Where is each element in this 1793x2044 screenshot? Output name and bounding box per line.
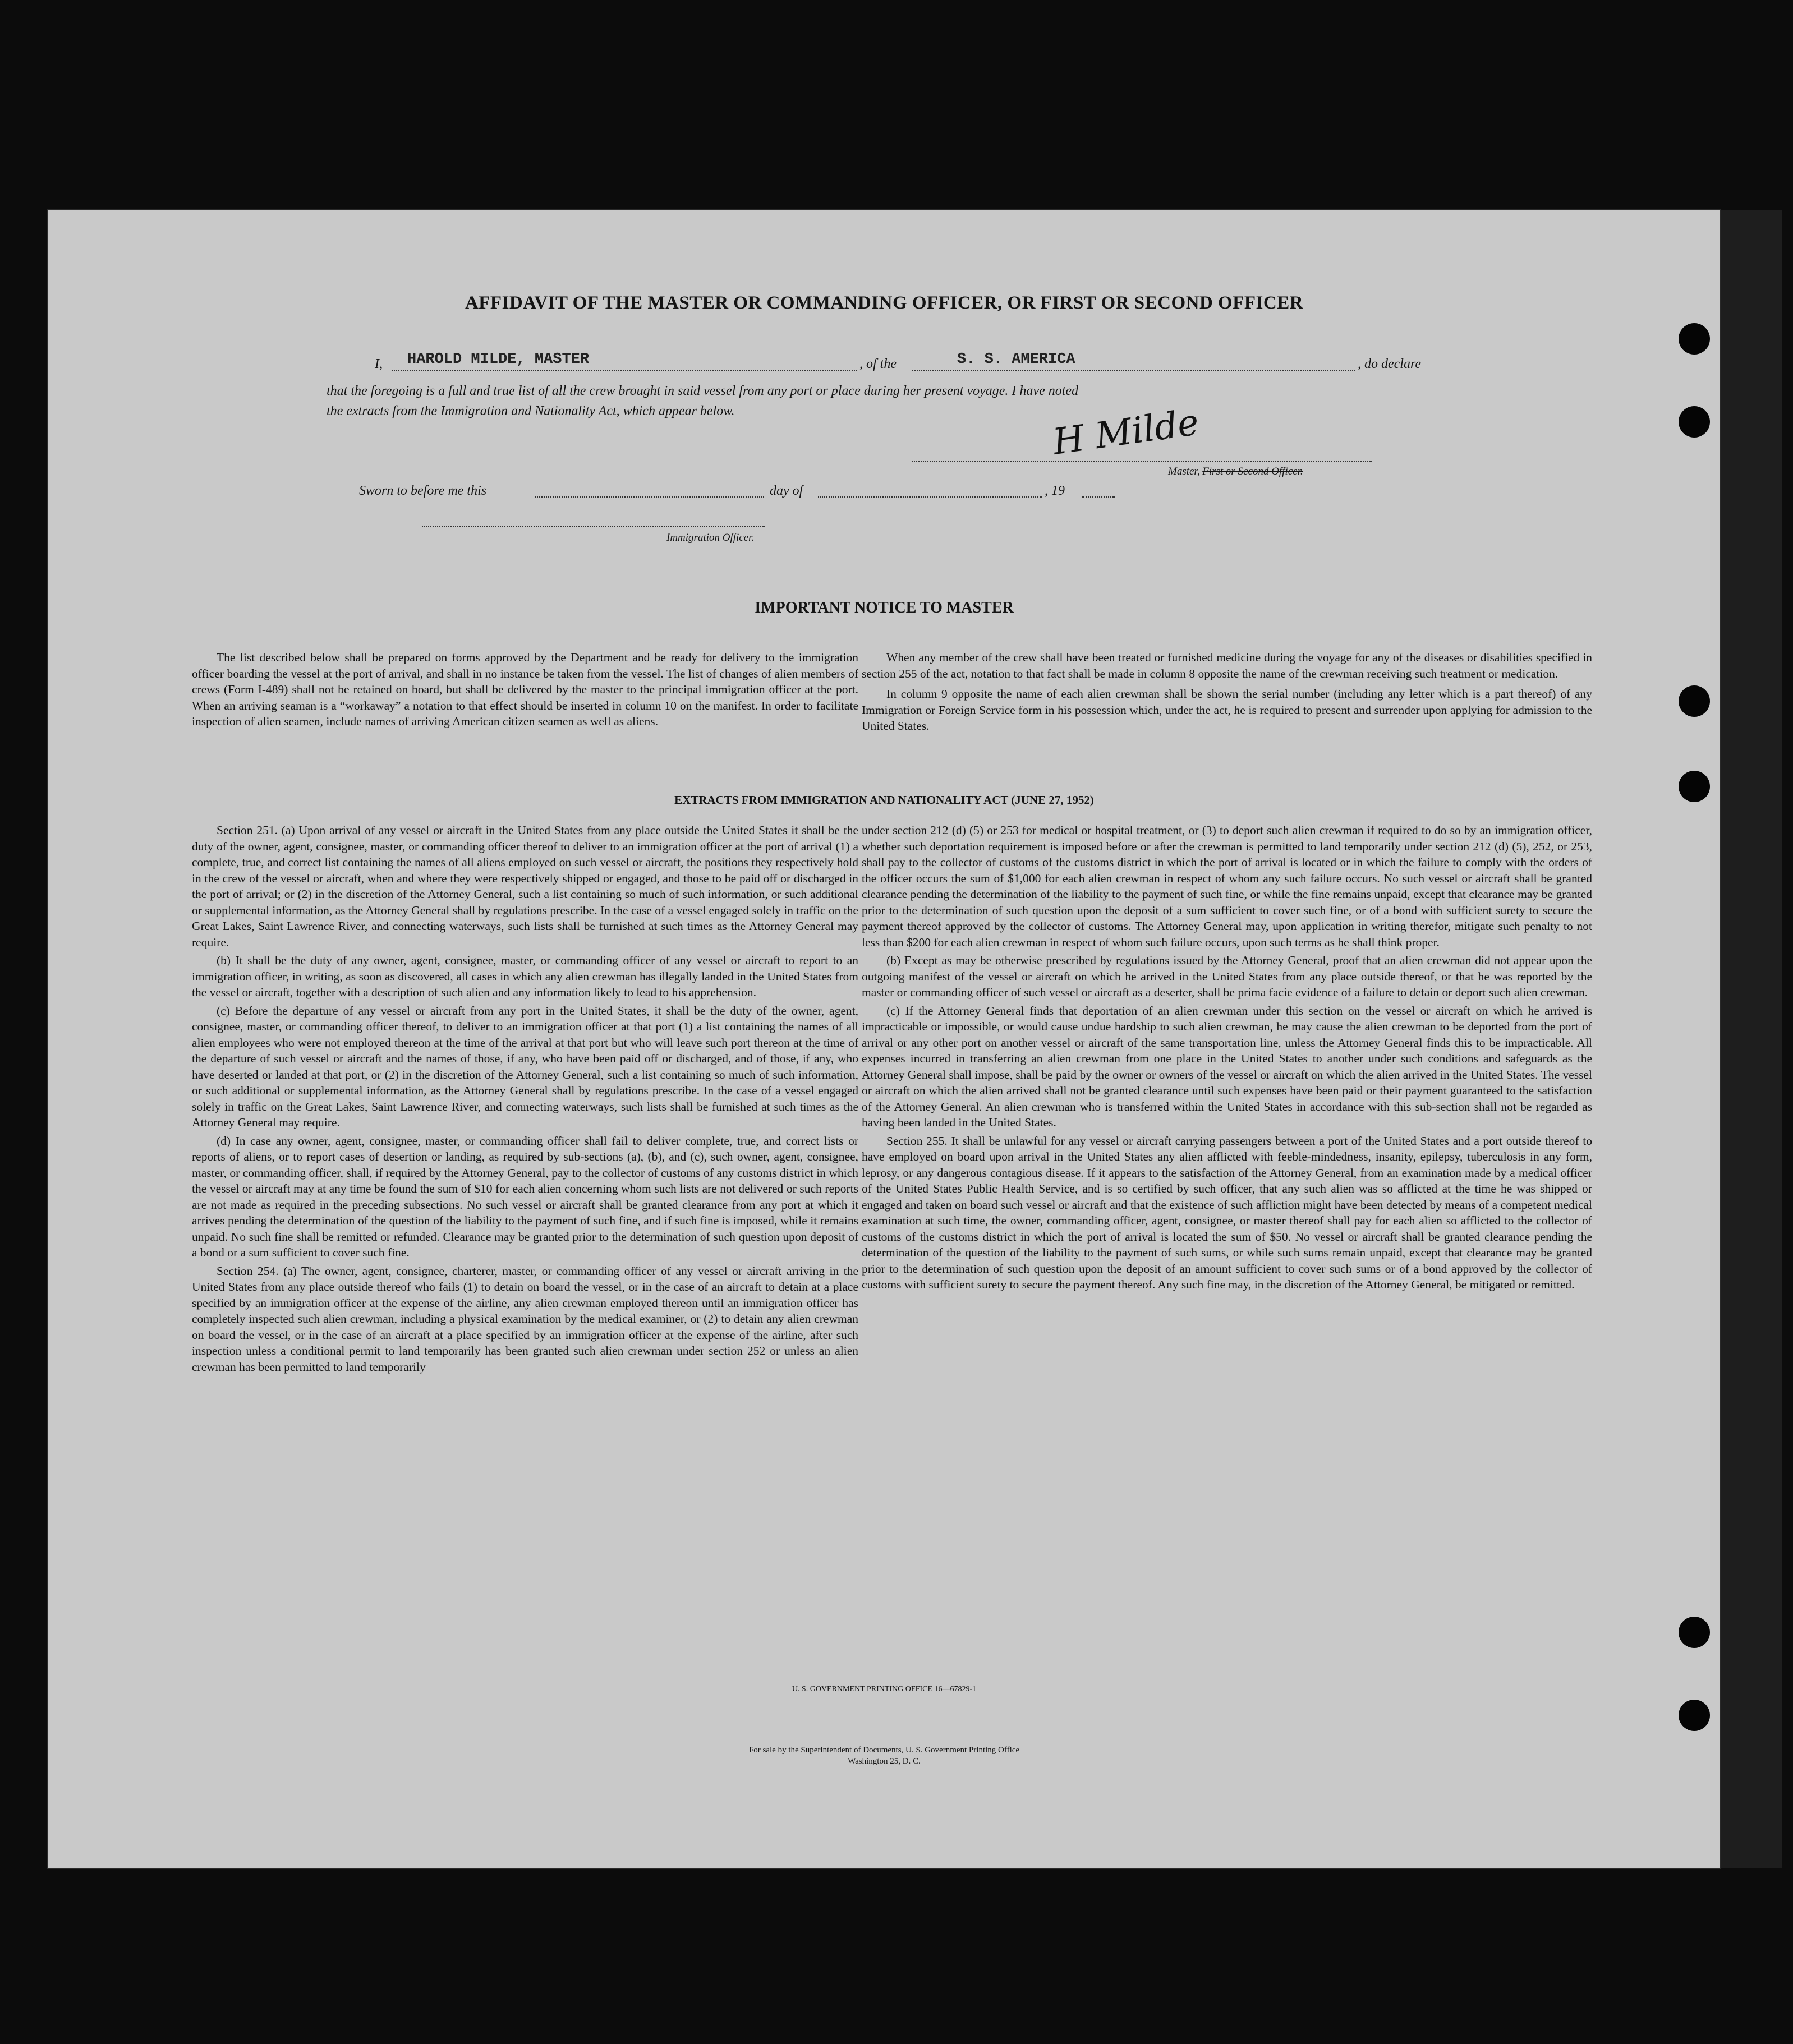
of-the-label: , of the [859,357,897,371]
handwritten-signature: H Milde [1050,402,1202,463]
day-of-label: day of [770,484,803,498]
master-label [1168,466,1303,478]
sale-notice [48,1744,1720,1767]
sworn-month-line [818,496,1042,498]
vessel-line [912,370,1355,371]
punch-hole [1679,323,1710,355]
punch-hole [1679,685,1710,717]
extracts-right-column [862,822,1592,1295]
vessel-name: S. S. AMERICA [957,351,1075,368]
declaration-line-2: the extracts from the Immigration and Nationality Act, which appear below. [327,404,735,418]
declaration-line-1: that the foregoing is a full and true list of all the crew brought in said vessel from any port or place during her present voyage. I have noted [327,384,1079,398]
punch-hole [1679,1617,1710,1648]
section-251-d: (d) In case any owner, agent, consignee, master, or commanding officer shall fail to deliver complete, true, and correct lists or reports of aliens, or to report cases of desertion or landing, as required by sub-sections (a), (b), and (c), such owner, agent, consignee, master, or commanding officer, shall, if required by the Attorney General, pay to the collector of customs of any customs district in which the vessel or aircraft may at any time be found the sum of $10 for each alien concerning whom such lists are not delivered or such reports are not made as required in the preceding subsections. No such vessel or aircraft shall be granted clearance from any port at which it arrives pending the determination of the question of the liability to the payment of such fine, and if such fine is imposed, while it remains unpaid. No such fine shall be remitted or refunded. Clearance may be granted prior to the determination of such question upon deposit of a bond or a sum sufficient to cover such fine. [192,1134,858,1259]
notice-right-column [862,650,1592,736]
notice-right-paragraph-2: In column 9 opposite the name of each alien crewman shall be shown the serial number (including any letter which is a part thereof) of any Immigration or Foreign Service form in his possession which, under the act, he is required to present and surrender upon applying for admission to the United States. [862,687,1592,733]
document-page [48,210,1720,1868]
year-label: , 19 [1045,484,1065,498]
sworn-label: Sworn to before me this [359,484,487,498]
section-251-a: Section 251. (a) Upon arrival of any vessel or aircraft in the United States from any place outside the United States it shall be the duty of the owner, agent, consignee, master, or commanding officer thereof to deliver to an immigration officer at the port of arrival (1) a complete, true, and correct list containing the names of all aliens employed on such vessel or aircraft, the positions they respectively hold in the crew of the vessel or aircraft, when and where they were respectively shipped or engaged, and those to be paid off or discharged in the port of arrival; or (2) in the discretion of the Attorney General, such a list containing so much of such information, or such additional or supplemental information, as the Attorney General shall by regulations prescribe. In the case of a vessel engaged solely in traffic on the Great Lakes, Saint Lawrence River, and connecting waterways, such lists shall be furnished at such times as the Attorney General may require. [192,823,858,949]
notice-title: IMPORTANT NOTICE TO MASTER [755,599,1014,616]
section-254-a-continued: under section 212 (d) (5) or 253 for medical or hospital treatment, or (3) to deport such alien crewman if required to do so by an immigration officer, whether such deportation requirement is imposed before or after the crewman is permitted to land temporarily under section 212 (d) (5), 252, or 253, shall pay to the collector of customs of the customs district in which the port of arrival is located or in which the failure to comply with the orders of the officer occurs the sum of $1,000 for each alien crewman in respect of whom any such failure occurs. No such vessel or aircraft shall be granted clearance pending the determination of the liability to the payment of such fine, or while the fine remains unpaid, except that clearance may be granted prior to the determination of such question upon the deposit of a sum sufficient to cover such fine, or of a bond with sufficient surety to secure the payment thereof approved by the collector of customs. The Attorney General may, upon application in writing therefor, mitigate such penalty to not less than $200 for each alien crewman in respect of whom such failure occurs, upon such terms as he shall think proper. [862,823,1592,949]
section-254-a: Section 254. (a) The owner, agent, consignee, charterer, master, or commanding officer of any vessel or aircraft arriving in the United States from any place outside thereof who fails (1) to detain on board the vessel, or in the case of an aircraft to detain at a place specified by an immigration officer at the expense of the airline, any alien crewman employed thereon until an immigration officer has completely inspected such alien crewman, including a physical examination by the medical examiner, or (2) to detain any alien crewman on board the vessel, or in the case of an aircraft at a place specified by an immigration officer at the expense of the airline, after such inspection unless a conditional permit to land temporarily has been granted such alien crewman under section 252 or unless an alien crewman has been permitted to land temporarily [192,1264,858,1374]
section-251-b: (b) It shall be the duty of any owner, agent, consignee, master, or commanding officer of any vessel or aircraft to report to an immigration officer, in writing, as soon as discovered, all cases in which any alien crewman has illegally landed in the United States from the vessel or aircraft, together with a description of such alien and any information likely to lead to his apprehension. [192,954,858,999]
extracts-left-column [192,822,858,1377]
adjacent-page-edge [1720,210,1782,1868]
punch-hole [1679,771,1710,802]
master-name: HAROLD MILDE, MASTER [407,351,590,368]
i-label: I, [375,357,383,371]
struck-officer-label: First or Second Officer. [1202,466,1303,477]
signature-line [912,461,1372,462]
immigration-officer-line [422,526,765,527]
sworn-day-line [535,496,764,498]
do-declare-label: , do declare [1358,357,1422,371]
section-251-c: (c) Before the departure of any vessel or aircraft from any port in the United States, it shall be the duty of the owner, agent, consignee, master, or commanding officer thereof, to deliver to an immigration officer at that port (1) a list containing the names of all alien employees who were not employed thereon at the time of the arrival at that port but who will leave such port thereon at the time of the departure of such vessel or aircraft and the names of those, if any, who have been paid off or discharged, and of those, if any, who have deserted or landed at that port, or (2) in the discretion of the Attorney General, such a list containing so much of such information, or such additional or supplemental information, as the Attorney General shall by regulations prescribe. In the case of a vessel engaged solely in traffic on the Great Lakes, Saint Lawrence River, and connecting waterways, such lists shall be furnished at such times as the Attorney General may require. [192,1003,858,1129]
section-255: Section 255. It shall be unlawful for any vessel or aircraft carrying passengers between a port of the United States and a port outside thereof to have employed on board upon arrival in the United States any alien afflicted with feeble-mindedness, insanity, epilepsy, tuberculosis in any form, leprosy, or any dangerous contagious disease. If it appears to the satisfaction of the Attorney General, from an examination made by a medical officer of the United States Public Health Service, and is so certified by such officer, that any such alien was so afflicted at the time he was shipped or engaged and taken on board such vessel or aircraft and that the existence of such affliction might have been detected by means of a competent medical examination at such time, the owner, commanding officer, agent, consignee, or master thereof shall pay for each alien so afflicted to the collector of customs of the customs district in which the port of arrival is located the sum of $50. No vessel or aircraft shall be granted clearance pending the determination of the question of the liability to the payment of such sums, or while such sums remain unpaid, except that clearance may be granted prior to the determination of such question upon the deposit of an amount sufficient to cover such sums or of a bond approved by the collector of customs with sufficient surety to secure the payment thereof. Any such fine may, in the discretion of the Attorney General, be mitigated or remitted. [862,1134,1592,1291]
affidavit-title: AFFIDAVIT OF THE MASTER OR COMMANDING OFFICER, OR FIRST OR SECOND OFFICER [465,293,1304,313]
section-254-c: (c) If the Attorney General finds that deportation of an alien crewman under this section on the vessel or aircraft on which he arrived is impracticable or impossible, or would cause undue hardship to such alien crewman, he may cause the alien crewman to be deported from the port of arrival or any other port on another vessel or aircraft of the same transportation line, unless the Attorney General finds this to be impracticable. All expenses incurred in transferring an alien crewman from one place in the United States to another under such conditions and safeguards as the Attorney General shall impose, shall be paid by the owner or owners of the vessel or aircraft on which the alien arrived in the United States. The vessel or aircraft on which the alien arrived shall not be granted clearance until such expenses have been paid or their payment guaranteed to the satisfaction of the Attorney General. An alien crewman who is transferred within the United States in accordance with this sub-section shall not be regarded as having been landed in the United States. [862,1003,1592,1129]
immigration-officer-label: Immigration Officer. [666,532,755,544]
punch-hole [1679,1700,1710,1731]
extracts-title: EXTRACTS FROM IMMIGRATION AND NATIONALITY ACT (JUNE 27, 1952) [674,793,1094,807]
sale-line-1: For sale by the Superintendent of Documents, U. S. Government Printing Office [748,1746,1020,1755]
notice-right-paragraph-1: When any member of the crew shall have been treated or furnished medicine during the voyage for any of the diseases or disabilities specified in section 255 of the act, notation to that fact shall be made in column 8 opposite the name of the crewman receiving such treatment or medication. [862,651,1592,680]
name-line [392,370,857,371]
notice-left-column [192,650,858,732]
section-254-b: (b) Except as may be otherwise prescribed by regulations issued by the Attorney General, proof that an alien crewman did not appear upon the outgoing manifest of the vessel or aircraft on which he arrived in the United States from any place outside thereof, or that he was reported by the master or commanding officer of such vessel or aircraft as a deserter, shall be prima facie evidence of a failure to detain or deport such alien crewman. [862,954,1592,999]
year-line [1082,496,1115,498]
punch-hole [1679,406,1710,438]
sale-line-2: Washington 25, D. C. [848,1757,921,1766]
printing-office-note: U. S. GOVERNMENT PRINTING OFFICE 16—67829-1 [792,1685,977,1693]
master-title: Master, [1168,466,1200,477]
notice-left-paragraph: The list described below shall be prepared on forms approved by the Department and be ready for delivery to the immigration officer boarding the vessel at the port of arrival, and shall in no instance be taken from the vessel. The list of changes of alien members of crews (Form I-489) shall not be retained on board, but shall be delivered by the master to the principal immigration officer at the port. When an arriving seaman is a “workaway” a notation to that effect should be inserted in column 10 on the manifest. In order to facilitate inspection of alien seamen, include names of arriving American citizen seamen as well as aliens. [192,651,858,728]
